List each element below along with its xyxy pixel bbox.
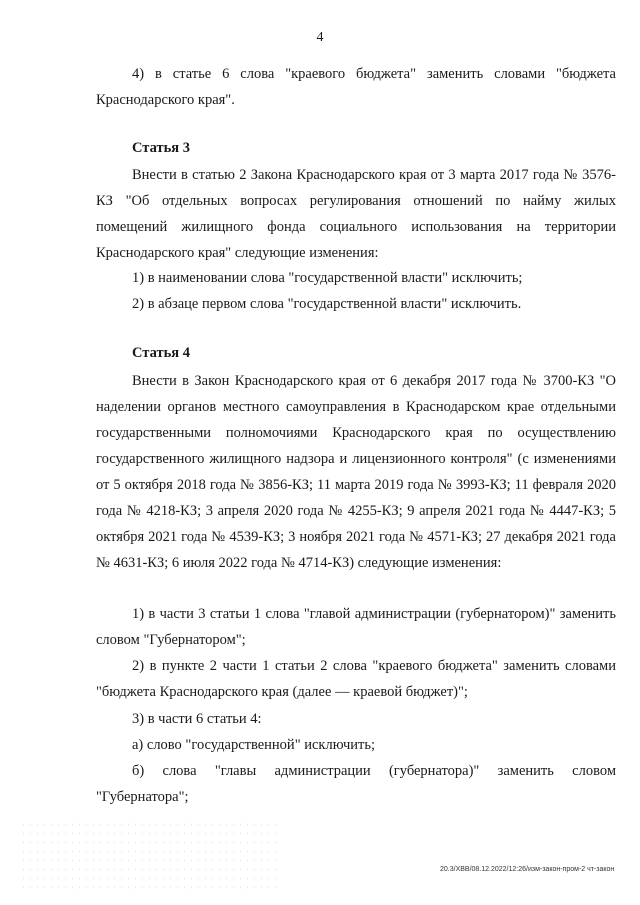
paragraph-article6-change: 4) в статье 6 слова "краевого бюджета" заменить словами "бюджета Краснодарского края". [96, 66, 616, 108]
article4-item3a: а) слово "государственной" исключить; [132, 737, 376, 753]
article3-intro: Внести в статью 2 Закона Краснодарского края от 3 марта 2017 года № 3576-КЗ "Об отдельных вопросах регулирования отношений по найму жилых помещений жилищного фонда социального использования на территории Краснодарского края" следующие изменения: [96, 167, 616, 261]
article3-item1: 1) в наименовании слова "государственной власти" исключить; [132, 270, 523, 286]
page-number: 4 [316, 30, 324, 45]
article4-item3b: б) слова "главы администрации (губернатора)" заменить словом "Губернатора"; [96, 763, 616, 805]
article4-item1: 1) в части 3 статьи 1 слова "главой администрации (губернатором)" заменить словом "Губернатором"; [96, 606, 616, 648]
article4-heading: Статья 4 [132, 345, 190, 361]
footer-document-code: 20.3/ХВВ/08.12.2022/12:26/изм-закон-пром-2 чт-закон [440, 866, 615, 873]
article4-item2: 2) в пункте 2 части 1 статьи 2 слова "краевого бюджета" заменить словами "бюджета Краснодарского края (далее — краевой бюджет)"; [96, 658, 616, 700]
article3-heading: Статья 3 [132, 140, 190, 156]
article4-item3: 3) в части 6 статьи 4: [132, 711, 262, 727]
article4-intro: Внести в Закон Краснодарского края от 6 декабря 2017 года № 3700-КЗ "О наделении органов местного самоуправления в Краснодарском крае отдельными государственными полномочиями Краснодарского края по осуществлению государственного жилищного надзора и лицензионного контроля" (с изменениями от 5 октября 2018 года № 3856-КЗ; 11 марта 2019 года № 3993-КЗ; 11 февраля 2020 года № 4218-КЗ; 3 апреля 2020 года № 4255-КЗ; 9 апреля 2021 года № 4447-КЗ; 5 октября 2021 года № 4539-КЗ; 3 ноября 2021 года № 4571-КЗ; 27 декабря 2021 года № 4631-КЗ; 6 июля 2022 года № 4714-КЗ) следующие изменения: [96, 373, 616, 571]
article3-item2: 2) в абзаце первом слова "государственной власти" исключить. [132, 296, 522, 312]
scan-artifact [20, 820, 280, 890]
